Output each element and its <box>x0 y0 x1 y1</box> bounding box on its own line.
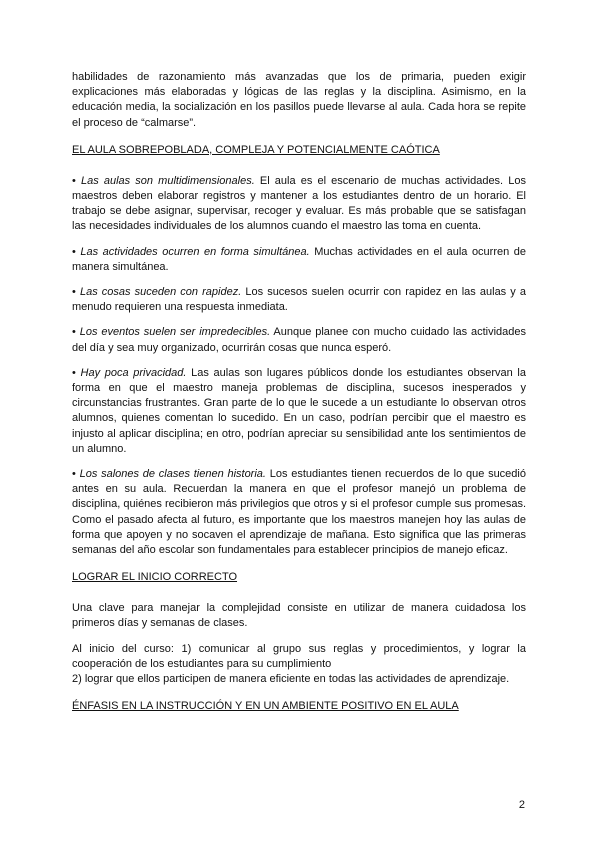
bullet-text: Los estudiantes tienen recuerdos de lo que sucedió antes en su aula. Recuerdan la manera en que el profesor manejó un problema de disciplina, quiénes recibieron más privilegios que otros y si el profesor cumple sus promesas. Como el pasado afecta al futuro, es importante que los maestros manejen hoy las aulas de forma que apoyen y no socaven el aprendizaje de mañana. Esto significa que las primeras semanas del año escolar son fundamentales para establecer principios de manejo eficaz. <box>72 468 526 557</box>
bullet-text: El aula es el escenario de muchas actividades. Los maestros deben elaborar registros y mantener a los estudiantes dentro de un horario. El trabajo se debe asignar, supervisar, recoger y evaluar. Es más probable que se satisfagan las necesidades individuales de los alumnos cuando el maestro las toma en cuenta. <box>72 174 526 233</box>
bullet-title: Las cosas suceden con rapidez. <box>79 286 242 299</box>
bullet-text: Aunque planee con mucho cuidado las actividades del día y sea muy organizado, ocurrirán cosas que nunca esperó. <box>72 326 527 354</box>
intro-paragraph: habilidades de razonamiento más avanzadas que los de primaria, pueden exigir explicaciones más elaboradas y lógicas de las reglas y la disciplina. Asimismo, en la educación media, la socialización en los pasillos puede llevarse al aula. Cada hora se repite el proceso de “calmarse”. <box>72 71 526 129</box>
section-heading-inicio-correcto: LOGRAR EL INICIO CORRECTO <box>72 571 238 584</box>
bullet-title: Las actividades ocurren en forma simultánea. <box>80 245 310 258</box>
bullet-mark: • <box>72 245 76 258</box>
inicio-curso-line2: 2) lograr que ellos participen de manera eficiente en todas las actividades de aprendizaje. <box>72 673 510 686</box>
bullet-mark: • <box>72 286 76 299</box>
document-page <box>72 70 526 730</box>
bullet-text: Muchas actividades en el aula ocurren de manera simultánea. <box>72 245 526 273</box>
bullet-title: Las aulas son multidimensionales. <box>81 174 255 187</box>
bullet-title: Hay poca privacidad. <box>80 366 187 379</box>
bullet-rapidez <box>72 285 526 315</box>
bullet-title: Los salones de clases tienen historia. <box>79 468 266 481</box>
inicio-curso-line1: Al inicio del curso: 1) comunicar al grupo sus reglas y procedimientos, y lograr la cooperación de los estudiantes para su cumplimiento <box>72 642 526 670</box>
bullet-mark: • <box>72 468 76 481</box>
bullet-mark: • <box>72 326 76 339</box>
bullet-multidimensionales <box>72 174 526 235</box>
bullet-simultanea <box>72 245 526 275</box>
bullet-mark: • <box>72 174 76 187</box>
bullet-historia <box>72 467 526 558</box>
bullet-mark: • <box>72 366 76 379</box>
bullet-text: Las aulas son lugares públicos donde los estudiantes observan la forma en que el maestro maneja problemas de disciplina, sucesos inesperados y circunstancias frustrantes. Gran parte de lo que le sucede a un estudiante lo observan otros alumnos, quienes comentan lo sucedido. En un caso, podrían percibir que el maestro es injusto al aplicar disciplina; en otro, podrían apreciar su sensibilidad ante los sentimientos de un alumno. <box>72 366 526 455</box>
section-heading-enfasis: ÉNFASIS EN LA INSTRUCCIÓN Y EN UN AMBIENTE POSITIVO EN EL AULA <box>72 700 459 713</box>
section-heading-aula-sobrepoblada: EL AULA SOBREPOBLADA, COMPLEJA Y POTENCIALMENTE CAÓTICA <box>72 143 440 156</box>
bullet-impredecibles <box>72 325 526 355</box>
page-number: 2 <box>518 799 525 811</box>
bullet-title: Los eventos suelen ser impredecibles. <box>79 326 271 339</box>
clave-paragraph: Una clave para manejar la complejidad consiste en utilizar de manera cuidadosa los primeros días y semanas de clases. <box>72 602 526 630</box>
bullet-privacidad <box>72 366 526 457</box>
bullet-text: Los sucesos suelen ocurrir con rapidez en las aulas y a menudo requieren una respuesta inmediata. <box>72 286 526 314</box>
